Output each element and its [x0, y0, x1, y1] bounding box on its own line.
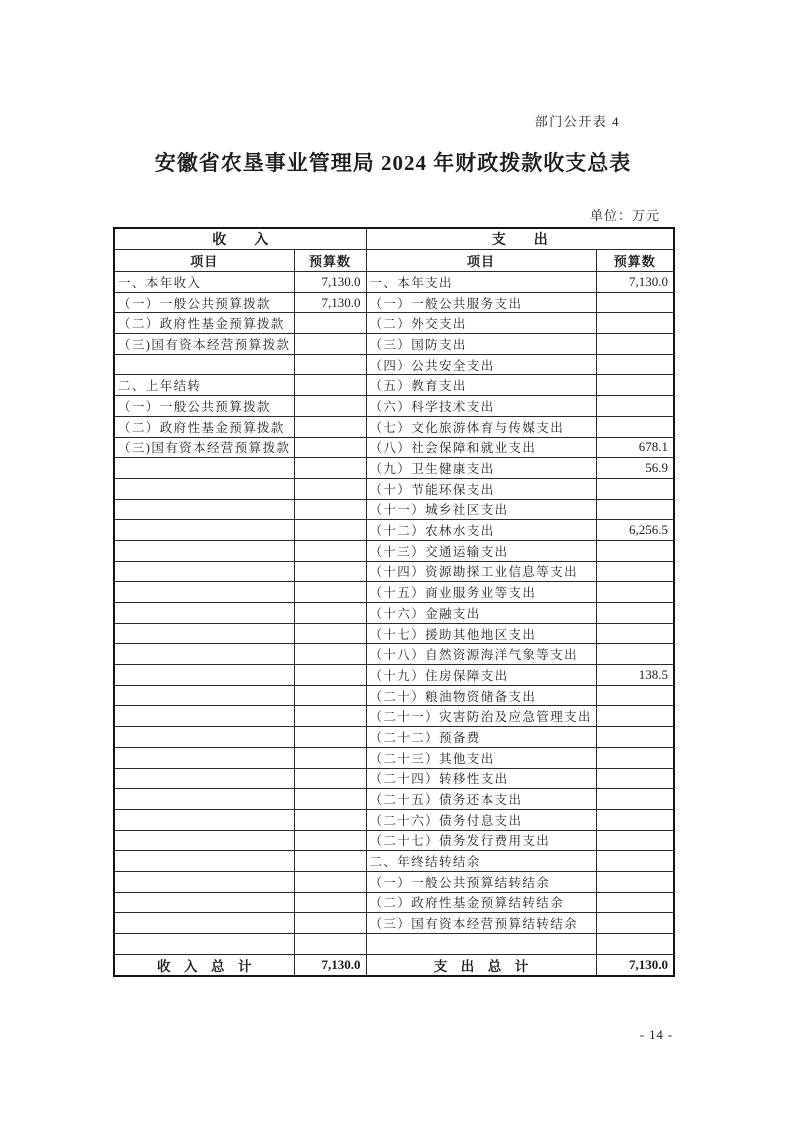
expense-value-cell: [596, 416, 674, 437]
expense-value-cell: [596, 499, 674, 520]
income-value-cell: [294, 871, 366, 892]
expense-item-cell: （二）外交支出: [366, 313, 596, 334]
table-row: [114, 416, 674, 437]
table-row: [114, 892, 674, 913]
expense-item-cell: （一）一般公共预算结转结余: [366, 871, 596, 892]
income-item-cell: [114, 458, 294, 479]
income-item-cell: [114, 499, 294, 520]
expense-item-cell: （十）节能环保支出: [366, 478, 596, 499]
expense-value-cell: [596, 623, 674, 644]
expense-item-cell: （二十一）灾害防治及应急管理支出: [366, 706, 596, 727]
income-value-cell: [294, 396, 366, 417]
expense-value-cell: [596, 830, 674, 851]
expense-total-label: 支 出 总 计: [366, 954, 596, 976]
income-total-label: 收 入 总 计: [114, 954, 294, 976]
income-value-cell: [294, 623, 366, 644]
table-row: [114, 375, 674, 396]
table-row: [114, 727, 674, 748]
table-row: [114, 706, 674, 727]
expense-value-cell: [596, 706, 674, 727]
income-item-cell: [114, 768, 294, 789]
table-row: [114, 603, 674, 624]
expense-value-cell: 7,130.0: [596, 272, 674, 293]
income-value-cell: [294, 478, 366, 499]
expense-value-cell: [596, 747, 674, 768]
income-item-cell: [114, 665, 294, 686]
expense-item-cell: （七）文化旅游体育与传媒支出: [366, 416, 596, 437]
income-value-cell: [294, 789, 366, 810]
income-item-cell: [114, 892, 294, 913]
expense-item-cell: （十八）自然资源海洋气象等支出: [366, 644, 596, 665]
expense-item-cell: （五）教育支出: [366, 375, 596, 396]
income-value-cell: 7,130.0: [294, 272, 366, 293]
expense-value-cell: [596, 292, 674, 313]
income-value-cell: [294, 375, 366, 396]
table-row: [114, 334, 674, 355]
table-row: [114, 520, 674, 541]
table-row: [114, 458, 674, 479]
expense-value-cell: 138.5: [596, 665, 674, 686]
budget-table: [113, 227, 675, 977]
income-item-cell: [114, 913, 294, 934]
expense-value-cell: [596, 809, 674, 830]
expense-item-cell: （二十五）债务还本支出: [366, 789, 596, 810]
table-row: [114, 437, 674, 458]
expense-item-cell: （十三）交通运输支出: [366, 540, 596, 561]
income-value-cell: [294, 706, 366, 727]
expense-item-cell: （二十二）预备费: [366, 727, 596, 748]
expense-item-cell: （九）卫生健康支出: [366, 458, 596, 479]
expense-value-cell: [596, 396, 674, 417]
income-total-value: 7,130.0: [294, 954, 366, 976]
table-row: [114, 313, 674, 334]
expense-value-cell: [596, 913, 674, 934]
expense-value-cell: [596, 892, 674, 913]
income-section-header: 收 入: [114, 228, 366, 250]
column-header-row: [114, 250, 674, 272]
income-value-cell: [294, 644, 366, 665]
table-row: [114, 913, 674, 934]
expense-section-header: 支 出: [366, 228, 674, 250]
table-row: [114, 644, 674, 665]
income-value-cell: [294, 685, 366, 706]
income-item-cell: 一、本年收入: [114, 272, 294, 293]
table-row: [114, 934, 674, 955]
expense-item-cell: （二十七）债务发行费用支出: [366, 830, 596, 851]
expense-value-cell: [596, 727, 674, 748]
expense-value-cell: [596, 478, 674, 499]
income-value-cell: [294, 313, 366, 334]
income-value-cell: [294, 582, 366, 603]
table-row: [114, 747, 674, 768]
income-value-cell: [294, 603, 366, 624]
expense-item-cell: （一）一般公共服务支出: [366, 292, 596, 313]
income-item-cell: [114, 582, 294, 603]
income-item-cell: [114, 706, 294, 727]
income-value-cell: [294, 727, 366, 748]
expense-value-cell: [596, 354, 674, 375]
expense-value-cell: [596, 603, 674, 624]
income-item-cell: [114, 623, 294, 644]
expense-item-cell: （三）国防支出: [366, 334, 596, 355]
table-row: [114, 623, 674, 644]
table-row: [114, 665, 674, 686]
income-value-cell: [294, 851, 366, 872]
income-budget-column-header: 预算数: [294, 250, 366, 272]
income-value-cell: [294, 354, 366, 375]
income-value-cell: [294, 768, 366, 789]
table-row: [114, 851, 674, 872]
expense-value-cell: [596, 334, 674, 355]
income-value-cell: [294, 499, 366, 520]
expense-item-cell: （四）公共安全支出: [366, 354, 596, 375]
table-row: [114, 540, 674, 561]
income-item-cell: [114, 851, 294, 872]
table-row: [114, 354, 674, 375]
income-item-cell: [114, 478, 294, 499]
doc-label: 部门公开表 4: [534, 114, 620, 129]
income-item-cell: （一）一般公共预算拨款: [114, 396, 294, 417]
expense-value-cell: [596, 540, 674, 561]
income-item-cell: （一）一般公共预算拨款: [114, 292, 294, 313]
income-item-cell: [114, 520, 294, 541]
page-number: - 14 -: [639, 1028, 673, 1042]
income-item-cell: [114, 354, 294, 375]
expense-item-cell: （十六）金融支出: [366, 603, 596, 624]
expense-item-cell: [366, 934, 596, 955]
income-value-cell: [294, 913, 366, 934]
page-title: 安徽省农垦事业管理局 2024 年财政拨款收支总表: [154, 151, 632, 175]
unit-label: 单位：万元: [589, 208, 660, 223]
expense-value-cell: [596, 375, 674, 396]
expense-value-cell: [596, 561, 674, 582]
expense-value-cell: [596, 582, 674, 603]
expense-item-cell: （二）政府性基金预算结转结余: [366, 892, 596, 913]
expense-value-cell: [596, 851, 674, 872]
income-item-cell: [114, 540, 294, 561]
income-value-cell: [294, 747, 366, 768]
income-item-cell: （二）政府性基金预算拨款: [114, 416, 294, 437]
table-row: [114, 478, 674, 499]
table-row: [114, 789, 674, 810]
table-row: [114, 499, 674, 520]
income-item-cell: （二）政府性基金预算拨款: [114, 313, 294, 334]
income-item-cell: [114, 644, 294, 665]
expense-item-cell: （十五）商业服务业等支出: [366, 582, 596, 603]
table-row: [114, 396, 674, 417]
income-value-cell: [294, 458, 366, 479]
income-value-cell: [294, 665, 366, 686]
income-item-cell: [114, 727, 294, 748]
expense-budget-column-header: 预算数: [596, 250, 674, 272]
income-item-cell: 二、上年结转: [114, 375, 294, 396]
expense-item-cell: （二十四）转移性支出: [366, 768, 596, 789]
expense-value-cell: [596, 685, 674, 706]
income-value-cell: [294, 892, 366, 913]
section-header-row: [114, 228, 674, 250]
table-row: [114, 871, 674, 892]
income-item-cell: [114, 789, 294, 810]
expense-value-cell: 56.9: [596, 458, 674, 479]
income-value-cell: [294, 520, 366, 541]
income-item-cell: [114, 561, 294, 582]
income-value-cell: 7,130.0: [294, 292, 366, 313]
expense-value-cell: [596, 934, 674, 955]
income-item-cell: [114, 934, 294, 955]
expense-total-value: 7,130.0: [596, 954, 674, 976]
income-item-cell: [114, 603, 294, 624]
income-value-cell: [294, 437, 366, 458]
expense-item-cell: （十一）城乡社区支出: [366, 499, 596, 520]
income-item-column-header: 项目: [114, 250, 294, 272]
expense-value-cell: 678.1: [596, 437, 674, 458]
expense-item-cell: （十二）农林水支出: [366, 520, 596, 541]
income-item-cell: [114, 685, 294, 706]
table-row: [114, 582, 674, 603]
expense-value-cell: [596, 789, 674, 810]
expense-value-cell: 6,256.5: [596, 520, 674, 541]
table-row: [114, 292, 674, 313]
table-row: [114, 272, 674, 293]
expense-item-cell: （二十）粮油物资储备支出: [366, 685, 596, 706]
expense-value-cell: [596, 871, 674, 892]
table-body: [114, 272, 674, 955]
expense-item-cell: 二、年终结转结余: [366, 851, 596, 872]
expense-item-cell: （二十三）其他支出: [366, 747, 596, 768]
income-value-cell: [294, 934, 366, 955]
income-value-cell: [294, 830, 366, 851]
income-value-cell: [294, 809, 366, 830]
table-row: [114, 830, 674, 851]
table-row: [114, 809, 674, 830]
expense-value-cell: [596, 644, 674, 665]
expense-item-cell: （三）国有资本经营预算结转结余: [366, 913, 596, 934]
income-value-cell: [294, 540, 366, 561]
expense-item-cell: （二十六）债务付息支出: [366, 809, 596, 830]
expense-item-cell: （十九）住房保障支出: [366, 665, 596, 686]
income-item-cell: [114, 871, 294, 892]
expense-item-cell: 一、本年支出: [366, 272, 596, 293]
expense-value-cell: [596, 768, 674, 789]
expense-value-cell: [596, 313, 674, 334]
income-value-cell: [294, 561, 366, 582]
table-row: [114, 561, 674, 582]
income-item-cell: （三)国有资本经营预算拨款: [114, 334, 294, 355]
expense-item-cell: （十七）援助其他地区支出: [366, 623, 596, 644]
expense-item-cell: （八）社会保障和就业支出: [366, 437, 596, 458]
income-item-cell: [114, 830, 294, 851]
income-item-cell: [114, 747, 294, 768]
income-value-cell: [294, 416, 366, 437]
table-row: [114, 685, 674, 706]
income-item-cell: [114, 809, 294, 830]
income-value-cell: [294, 334, 366, 355]
totals-row: [114, 954, 674, 976]
expense-item-column-header: 项目: [366, 250, 596, 272]
table-row: [114, 768, 674, 789]
income-item-cell: （三)国有资本经营预算拨款: [114, 437, 294, 458]
expense-item-cell: （十四）资源勘探工业信息等支出: [366, 561, 596, 582]
expense-item-cell: （六）科学技术支出: [366, 396, 596, 417]
